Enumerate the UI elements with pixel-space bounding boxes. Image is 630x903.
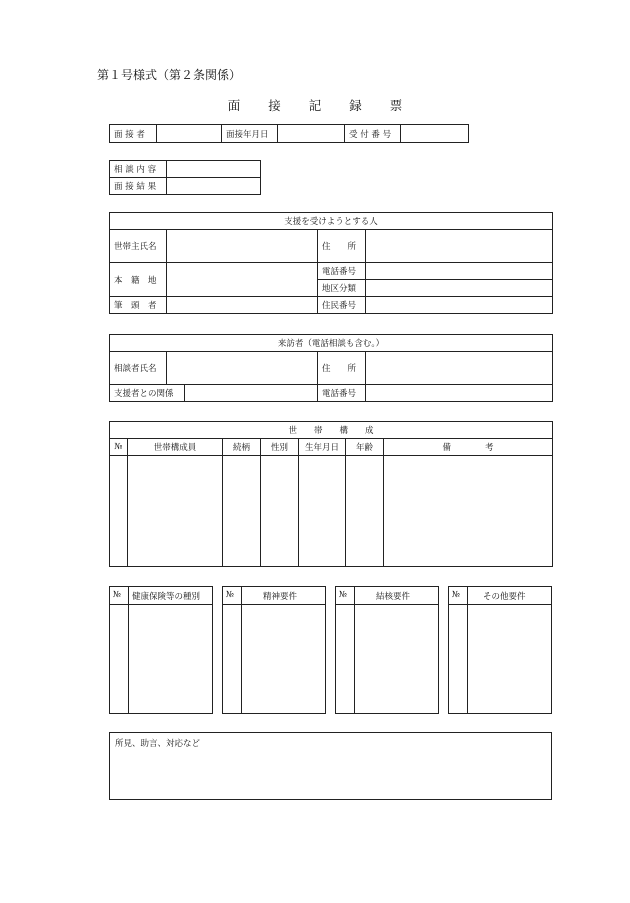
resident-no-label: 住民番号	[318, 297, 366, 314]
household-age-cell[interactable]	[346, 456, 384, 567]
tuberculosis-requirement-box[interactable]	[335, 586, 439, 714]
visitor-phone-field[interactable]	[366, 385, 553, 402]
no-label: №	[339, 590, 348, 600]
household-col-birthdate: 生年月日	[299, 439, 346, 456]
head-name-label: 世帯主氏名	[110, 230, 167, 263]
household-col-age: 年齢	[346, 439, 384, 456]
form-title	[0, 96, 630, 114]
interview-result-label: 面 接 結 果	[110, 178, 167, 195]
household-table	[109, 421, 553, 567]
support-person-heading: 支援を受けようとする人	[110, 213, 553, 230]
household-col-sex: 性別	[261, 439, 299, 456]
phone-label: 電話番号	[318, 263, 366, 280]
title-char: 接	[268, 98, 281, 113]
interview-result-field[interactable]	[167, 178, 261, 195]
tuberculosis-requirement-label: 結核要件	[376, 592, 411, 602]
relation-label: 支援者との関係	[110, 385, 185, 402]
household-relation-cell[interactable]	[223, 456, 261, 567]
insurance-type-box[interactable]	[109, 586, 213, 714]
form-number-label: 第１号様式（第２条関係）	[97, 68, 242, 82]
mental-header	[223, 587, 325, 605]
interviewer-label: 面 接 者	[110, 125, 157, 143]
title-char: 票	[389, 98, 403, 113]
tuberculosis-no-column	[336, 587, 355, 713]
mental-requirement-box[interactable]	[222, 586, 326, 714]
household-remarks-cell[interactable]	[384, 456, 553, 567]
other-requirement-label: その他要件	[483, 592, 526, 602]
notes-label: 所見、助言、対応など	[115, 739, 201, 749]
no-label: №	[226, 590, 235, 600]
interviewer-field[interactable]	[157, 125, 222, 143]
mental-requirement-label: 精神要件	[263, 592, 298, 602]
household-col-relation: 続柄	[223, 439, 261, 456]
reception-no-label: 受 付 番 号	[345, 125, 401, 143]
interview-date-field[interactable]	[278, 125, 345, 143]
household-member-cell[interactable]	[128, 456, 223, 567]
visitor-phone-label: 電話番号	[318, 385, 366, 402]
no-label: №	[452, 590, 461, 600]
title-char: 録	[349, 98, 362, 113]
mental-no-column	[223, 587, 242, 713]
household-head-field[interactable]	[167, 297, 318, 314]
title-char: 面	[227, 98, 241, 113]
domicile-field[interactable]	[167, 263, 318, 297]
title-char: 記	[308, 98, 322, 113]
household-col-member: 世帯構成員	[128, 439, 223, 456]
household-col-remarks: 備 考	[384, 439, 553, 456]
interview-date-label: 面接年月日	[222, 125, 278, 143]
address-field[interactable]	[366, 230, 553, 263]
reception-no-field[interactable]	[401, 125, 469, 143]
insurance-no-column	[110, 587, 129, 713]
visitor-name-field[interactable]	[167, 352, 318, 385]
other-no-column	[449, 587, 468, 713]
resident-no-field[interactable]	[366, 297, 553, 314]
household-col-no: №	[110, 439, 128, 456]
household-sex-cell[interactable]	[261, 456, 299, 567]
head-name-field[interactable]	[167, 230, 318, 263]
household-head-label: 筆 頭 者	[110, 297, 167, 314]
visitor-address-label: 住 所	[318, 352, 366, 385]
domicile-label: 本 籍 地	[110, 263, 167, 297]
visitor-name-label: 相談者氏名	[110, 352, 167, 385]
insurance-type-label: 健康保険等の種別	[132, 592, 201, 602]
support-person-table	[109, 212, 553, 314]
household-heading: 世 帯 構 成	[110, 422, 553, 439]
relation-field[interactable]	[185, 385, 318, 402]
visitor-table	[109, 334, 553, 402]
tuberculosis-header	[336, 587, 438, 605]
household-no-cell[interactable]	[110, 456, 128, 567]
consult-content-label: 相 談 内 容	[110, 161, 167, 178]
consult-table	[109, 160, 261, 195]
phone-field[interactable]	[366, 263, 553, 280]
header-table	[109, 124, 469, 143]
visitor-address-field[interactable]	[366, 352, 553, 385]
address-label: 住 所	[318, 230, 366, 263]
insurance-header	[110, 587, 212, 605]
consult-content-field[interactable]	[167, 161, 261, 178]
visitor-heading: 来訪者（電話相談も含む。）	[110, 335, 553, 352]
district-field[interactable]	[366, 280, 553, 297]
notes-box[interactable]	[109, 732, 552, 800]
district-label: 地区分類	[318, 280, 366, 297]
other-requirement-box[interactable]	[448, 586, 552, 714]
other-header	[449, 587, 551, 605]
household-birthdate-cell[interactable]	[299, 456, 346, 567]
no-label: №	[113, 590, 122, 600]
